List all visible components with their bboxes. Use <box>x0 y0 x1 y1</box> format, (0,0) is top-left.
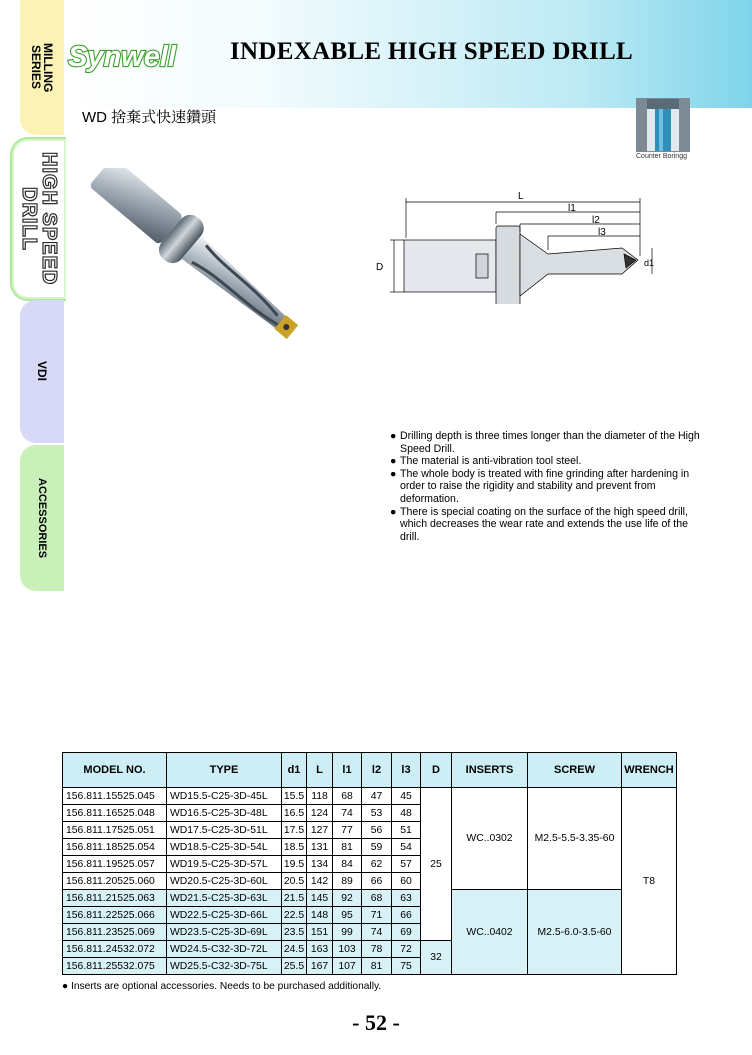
feature-item <box>390 468 700 506</box>
col-header-D: D <box>421 753 452 788</box>
cell-l1: 103 <box>333 941 362 958</box>
cell-L: 163 <box>307 941 333 958</box>
col-header-wrench: WRENCH <box>622 753 677 788</box>
cell-model-no: 156.811.24532.072 <box>63 941 167 958</box>
cell-l2: 59 <box>362 839 392 856</box>
col-header-screw: SCREW <box>528 753 622 788</box>
table-header-row <box>63 753 677 788</box>
col-header-l2: l2 <box>362 753 392 788</box>
cell-model-no: 156.811.19525.057 <box>63 856 167 873</box>
side-tab-high-speed-drill[interactable] <box>10 137 66 301</box>
cell-l3: 51 <box>392 822 421 839</box>
col-header-model-no: MODEL NO. <box>63 753 167 788</box>
side-tab-label: VDI <box>35 361 49 382</box>
cell-l3: 75 <box>392 958 421 975</box>
cell-d1: 20.5 <box>282 873 307 890</box>
feature-text: There is special coating on the surface of the high speed drill, which decreases the wear rate and extends the use life of the drill. <box>400 505 688 543</box>
feature-item <box>390 455 700 468</box>
cell-l1: 89 <box>333 873 362 890</box>
cell-D-group-2: 32 <box>421 941 452 975</box>
cell-l1: 99 <box>333 924 362 941</box>
cell-model-no: 156.811.21525.063 <box>63 890 167 907</box>
col-header-inserts: INSERTS <box>452 753 528 788</box>
cell-l2: 68 <box>362 890 392 907</box>
cell-l1: 77 <box>333 822 362 839</box>
cell-l1: 68 <box>333 788 362 805</box>
cell-type: WD23.5-C25-3D-69L <box>167 924 282 941</box>
cell-model-no: 156.811.20525.060 <box>63 873 167 890</box>
cell-d1: 24.5 <box>282 941 307 958</box>
dim-label-L: L <box>518 191 524 202</box>
cell-l2: 53 <box>362 805 392 822</box>
cell-d1: 15.5 <box>282 788 307 805</box>
cell-l2: 81 <box>362 958 392 975</box>
side-tab-label: HIGH SPEED DRILL <box>18 152 60 286</box>
dim-label-l3: l3 <box>598 227 606 238</box>
side-tab-accessories[interactable] <box>20 445 64 591</box>
cell-type: WD15.5-C25-3D-45L <box>167 788 282 805</box>
col-header-l3: l3 <box>392 753 421 788</box>
cell-l2: 56 <box>362 822 392 839</box>
cell-l2: 74 <box>362 924 392 941</box>
cell-type: WD24.5-C32-3D-72L <box>167 941 282 958</box>
page-subtitle: WD 捨棄式快速鑽頭 <box>82 109 217 126</box>
cell-l2: 71 <box>362 907 392 924</box>
side-tab-label: MILLING SERIES <box>29 42 55 93</box>
col-header-L: L <box>307 753 333 788</box>
cell-inserts-group-1: WC..0302 <box>452 788 528 890</box>
cell-wrench: T8 <box>622 788 677 975</box>
cell-L: 134 <box>307 856 333 873</box>
cell-l3: 54 <box>392 839 421 856</box>
brand-logo <box>66 30 196 80</box>
feature-text: The material is anti-vibration tool steel. <box>400 455 582 468</box>
cell-L: 118 <box>307 788 333 805</box>
cell-l2: 47 <box>362 788 392 805</box>
cell-l3: 72 <box>392 941 421 958</box>
cell-type: WD18.5-C25-3D-54L <box>167 839 282 856</box>
technical-dimension-diagram <box>376 184 656 304</box>
cell-L: 124 <box>307 805 333 822</box>
page-title: INDEXABLE HIGH SPEED DRILL <box>230 38 634 65</box>
cell-d1: 23.5 <box>282 924 307 941</box>
cell-L: 127 <box>307 822 333 839</box>
cell-type: WD22.5-C25-3D-66L <box>167 907 282 924</box>
cell-l1: 81 <box>333 839 362 856</box>
cell-type: WD16.5-C25-3D-48L <box>167 805 282 822</box>
cell-d1: 17.5 <box>282 822 307 839</box>
cell-L: 142 <box>307 873 333 890</box>
cell-l2: 66 <box>362 873 392 890</box>
col-header-type: TYPE <box>167 753 282 788</box>
cell-d1: 22.5 <box>282 907 307 924</box>
counter-boring-image <box>636 98 690 152</box>
cell-type: WD17.5-C25-3D-51L <box>167 822 282 839</box>
cell-l3: 69 <box>392 924 421 941</box>
bullet-dot-icon: ● <box>390 467 397 480</box>
cell-L: 167 <box>307 958 333 975</box>
cell-l3: 48 <box>392 805 421 822</box>
footnote-text: Inserts are optional accessories. Needs to be purchased additionally. <box>70 981 382 992</box>
cell-model-no: 156.811.18525.054 <box>63 839 167 856</box>
cell-d1: 21.5 <box>282 890 307 907</box>
specification-table <box>62 752 677 975</box>
cell-l2: 62 <box>362 856 392 873</box>
side-tab-label: ACCESSORIES <box>36 477 48 559</box>
feature-item <box>390 430 700 455</box>
cell-type: WD20.5-C25-3D-60L <box>167 873 282 890</box>
cell-model-no: 156.811.15525.045 <box>63 788 167 805</box>
page-number: - 52 - <box>352 1010 400 1035</box>
cell-l3: 45 <box>392 788 421 805</box>
bullet-dot-icon: ● <box>390 430 397 442</box>
cell-L: 151 <box>307 924 333 941</box>
side-tab-milling-series[interactable] <box>20 0 64 135</box>
cell-l1: 92 <box>333 890 362 907</box>
cell-screw-group-1: M2.5-5.5-3.35-60 <box>528 788 622 890</box>
cell-type: WD21.5-C25-3D-63L <box>167 890 282 907</box>
bullet-dot-icon: ● <box>62 981 71 992</box>
cell-l3: 60 <box>392 873 421 890</box>
cell-model-no: 156.811.25532.075 <box>63 958 167 975</box>
dim-label-l1: l1 <box>568 203 576 214</box>
col-header-l1: l1 <box>333 753 362 788</box>
cell-d1: 16.5 <box>282 805 307 822</box>
cell-d1: 19.5 <box>282 856 307 873</box>
dim-label-l2: l2 <box>592 215 600 226</box>
cell-L: 131 <box>307 839 333 856</box>
cell-l1: 84 <box>333 856 362 873</box>
cell-l3: 57 <box>392 856 421 873</box>
cell-model-no: 156.811.23525.069 <box>63 924 167 941</box>
cell-L: 145 <box>307 890 333 907</box>
cell-model-no: 156.811.16525.048 <box>63 805 167 822</box>
cell-l2: 78 <box>362 941 392 958</box>
cell-l3: 63 <box>392 890 421 907</box>
cell-l1: 95 <box>333 907 362 924</box>
cell-l1: 107 <box>333 958 362 975</box>
feature-text: The whole body is treated with fine grinding after hardening in order to raise the rigidity and stability and prevent from deformation. <box>400 467 690 505</box>
cell-D-group-1: 25 <box>421 788 452 941</box>
cell-d1: 25.5 <box>282 958 307 975</box>
drill-product-photo <box>86 168 336 368</box>
cell-l3: 66 <box>392 907 421 924</box>
cell-model-no: 156.811.22525.066 <box>63 907 167 924</box>
footnote <box>62 981 381 992</box>
feature-list <box>390 430 700 543</box>
cell-d1: 18.5 <box>282 839 307 856</box>
side-tab-vdi[interactable] <box>20 300 64 443</box>
feature-text: Drilling depth is three times longer than the diameter of the High Speed Drill. <box>400 430 700 455</box>
bullet-dot-icon: ● <box>390 455 397 468</box>
cell-screw-group-2: M2.5-6.0-3.5-60 <box>528 890 622 975</box>
cell-model-no: 156.811.17525.051 <box>63 822 167 839</box>
col-header-d1: d1 <box>282 753 307 788</box>
table-row <box>63 788 677 805</box>
cell-l1: 74 <box>333 805 362 822</box>
dim-label-d1: d1 <box>644 258 655 268</box>
counter-boring-label: Counter Boringg <box>636 153 687 160</box>
bullet-dot-icon: ● <box>390 505 397 518</box>
cell-L: 148 <box>307 907 333 924</box>
cell-inserts-group-2: WC..0402 <box>452 890 528 975</box>
brand-name: Synwell <box>68 41 176 73</box>
table-row <box>63 890 677 907</box>
cell-type: WD25.5-C32-3D-75L <box>167 958 282 975</box>
feature-item <box>390 506 700 544</box>
cell-type: WD19.5-C25-3D-57L <box>167 856 282 873</box>
dim-label-D: D <box>376 262 384 273</box>
